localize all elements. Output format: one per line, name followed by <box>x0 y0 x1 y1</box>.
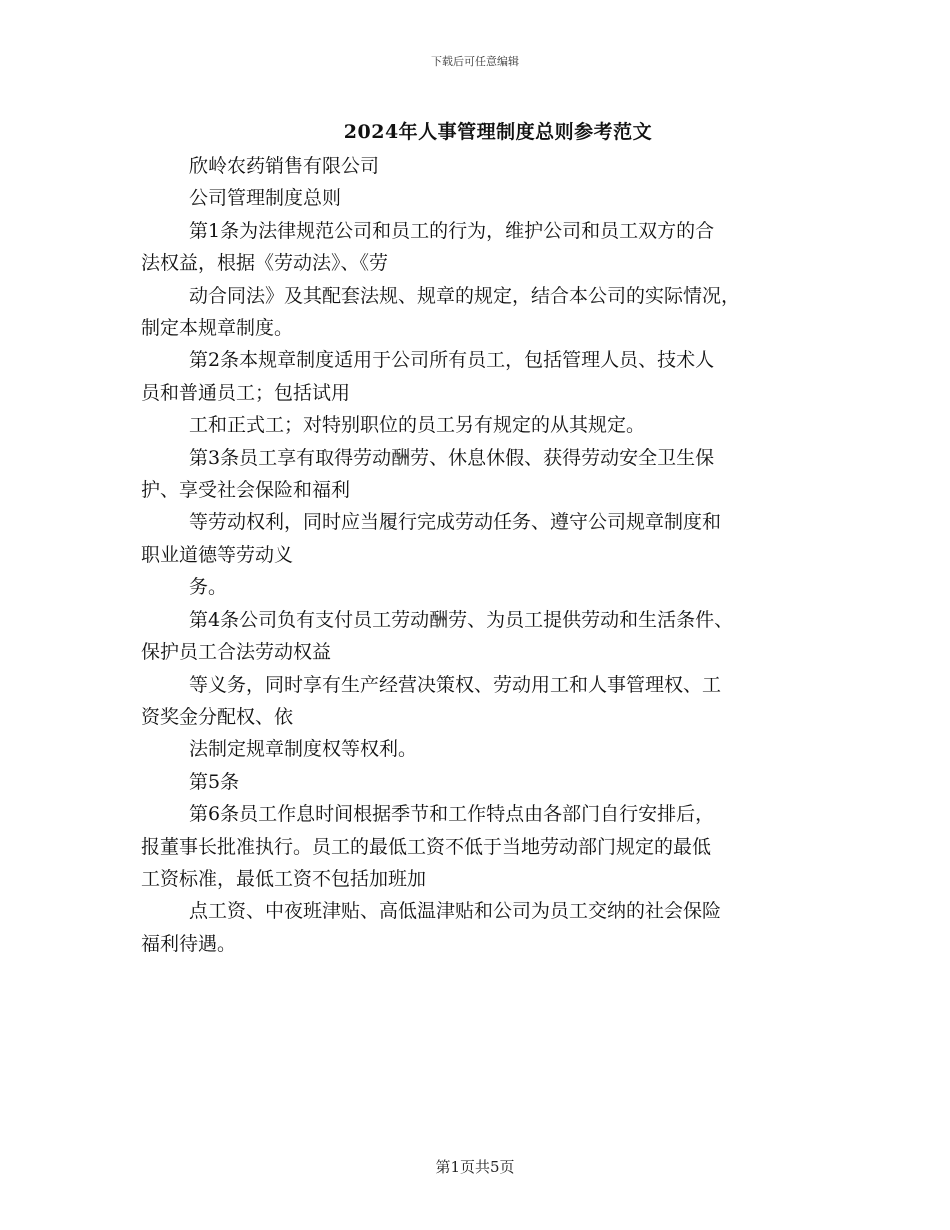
paragraph-line: 第6条员工作息时间根据季节和工作特点由各部门自行安排后， <box>189 803 715 826</box>
page-footer: 第1页共5页 <box>435 1158 515 1176</box>
paragraph-line: 等义务，同时享有生产经营决策权、劳动用工和人事管理权、工 <box>189 673 722 696</box>
paragraph-line: 制定本规章制度。 <box>141 317 294 340</box>
paragraph-line: 点工资、中夜班津贴、高低温津贴和公司为员工交纳的社会保险 <box>189 900 722 923</box>
paragraph-line: 公司管理制度总则 <box>189 187 342 210</box>
paragraph-line: 护、享受社会保险和福利 <box>141 479 351 502</box>
document-title: 2024年人事管理制度总则参考范文 <box>343 121 653 143</box>
paragraph-line: 第2条本规章制度适用于公司所有员工，包括管理人员、技术人 <box>189 349 715 372</box>
paragraph-line: 等劳动权利，同时应当履行完成劳动任务、遵守公司规章制度和 <box>189 511 722 534</box>
paragraph-line: 欣岭农药销售有限公司 <box>189 155 380 177</box>
paragraph-line: 动合同法》及其配套法规、规章的规定，结合本公司的实际情况， <box>189 284 741 307</box>
paragraph-line: 法权益，根据《劳动法》、《劳 <box>141 252 389 275</box>
paragraph-line: 务。 <box>189 576 228 599</box>
document-body <box>141 150 801 960</box>
paragraph-line: 第1条为法律规范公司和员工的行为，维护公司和员工双方的合 <box>189 219 715 242</box>
paragraph-line: 保护员工合法劳动权益 <box>141 641 332 664</box>
paragraph-line: 职业道德等劳动义 <box>141 543 294 566</box>
paragraph-line: 工和正式工；对特别职位的员工另有规定的从其规定。 <box>189 414 646 437</box>
paragraph-line: 法制定规章制度权等权利。 <box>189 738 418 761</box>
paragraph-line: 第3条员工享有取得劳动酬劳、休息休假、获得劳动安全卫生保 <box>189 446 715 469</box>
paragraph-line: 报董事长批准执行。员工的最低工资不低于当地劳动部门规定的最低 <box>141 835 712 858</box>
paragraph-line: 工资标准，最低工资不包括加班加 <box>141 867 427 890</box>
paragraph-line: 员和普通员工；包括试用 <box>141 381 351 404</box>
paragraph-line: 第5条 <box>189 770 240 793</box>
paragraph-line: 资奖金分配权、依 <box>141 705 294 728</box>
paragraph-line: 福利待遇。 <box>141 932 237 955</box>
header-note: 下载后可任意编辑 <box>431 55 519 68</box>
paragraph-line: 第4条公司负有支付员工劳动酬劳、为员工提供劳动和生活条件、 <box>189 608 734 631</box>
